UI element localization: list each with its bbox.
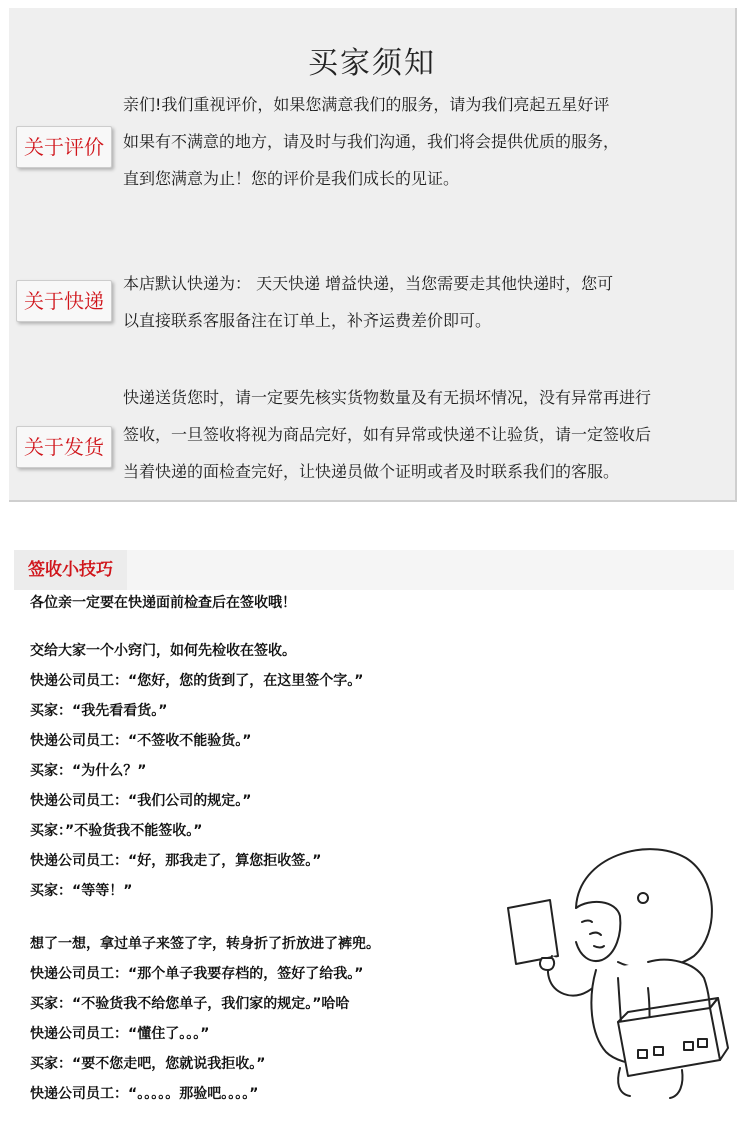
tips-tab: 签收小技巧 <box>14 550 127 590</box>
notice-title: 买家须知 <box>308 46 436 81</box>
buyer-notice-panel <box>9 8 737 502</box>
tag-about-reviews: 关于评价 <box>16 126 112 168</box>
tips-line-9: 快递公司员工：“好，那我走了，算您拒收签。” <box>30 853 322 869</box>
tips-header <box>14 550 734 590</box>
tips-line-5: 快递公司员工：“不签收不能验货。” <box>30 733 252 749</box>
tips-line-13: 买家：“不验货我不给您单子，我们家的规定。”哈哈 <box>30 996 350 1012</box>
tips-line-11: 想了一想，拿过单子来签了字，转身折了折放进了裤兜。 <box>30 936 380 952</box>
tag-about-shipping: 关于快递 <box>16 280 112 322</box>
shipping-line-1: 本店默认快递为： 天天快递 增益快递，当您需要走其他快递时，您可 <box>123 274 614 293</box>
tips-line-2: 交给大家一个小窍门，如何先检收在签收。 <box>30 643 296 659</box>
tips-line-8: 买家：”不验货我不能签收。” <box>30 823 203 839</box>
tips-line-15: 买家：“要不您走吧，您就说我拒收。” <box>30 1056 266 1072</box>
tips-line-14: 快递公司员工：“懂住了。。。” <box>30 1026 210 1042</box>
tips-line-7: 快递公司员工：“我们公司的规定。” <box>30 793 252 809</box>
reviews-line-2: 如果有不满意的地方，请及时与我们沟通，我们将会提供优质的服务， <box>123 132 620 151</box>
tips-line-10: 买家：“等等！” <box>30 883 133 899</box>
tips-line-12: 快递公司员工：“那个单子我要存档的，签好了给我。” <box>30 966 364 982</box>
shipping-line-2: 以直接联系客服备注在订单上，补齐运费差价即可。 <box>123 311 492 330</box>
shipping-paragraph <box>123 265 733 339</box>
tips-line-1: 各位亲一定要在快递面前检查后在签收哦！ <box>30 595 296 611</box>
tips-line-4: 买家：“我先看看货。” <box>30 703 168 719</box>
tag-about-delivery: 关于发货 <box>16 426 112 468</box>
delivery-line-2: 签收，一旦签收将视为商品完好，如有异常或快递不让验货，请一定签收后 <box>123 425 652 444</box>
tips-line-16: 快递公司员工：“。。。。。那验吧。。。。” <box>30 1086 259 1102</box>
tips-line-3: 快递公司员工：“您好，您的货到了，在这里签个字。” <box>30 673 364 689</box>
reviews-paragraph <box>123 86 733 197</box>
reviews-line-3: 直到您满意为止！您的评价是我们成长的见证。 <box>123 169 460 188</box>
tips-line-6: 买家：“为什么？” <box>30 763 147 779</box>
reviews-line-1: 亲们!我们重视评价，如果您满意我们的服务，请为我们亮起五星好评 <box>123 95 610 114</box>
delivery-line-3: 当着快递的面检查完好，让快递员做个证明或者及时联系我们的客服。 <box>123 462 620 481</box>
delivery-paragraph <box>123 379 733 490</box>
delivery-line-1: 快递送货您时，请一定要先核实货物数量及有无损坏情况，没有异常再进行 <box>123 388 652 407</box>
courier-with-helmet-icon <box>498 838 738 1103</box>
